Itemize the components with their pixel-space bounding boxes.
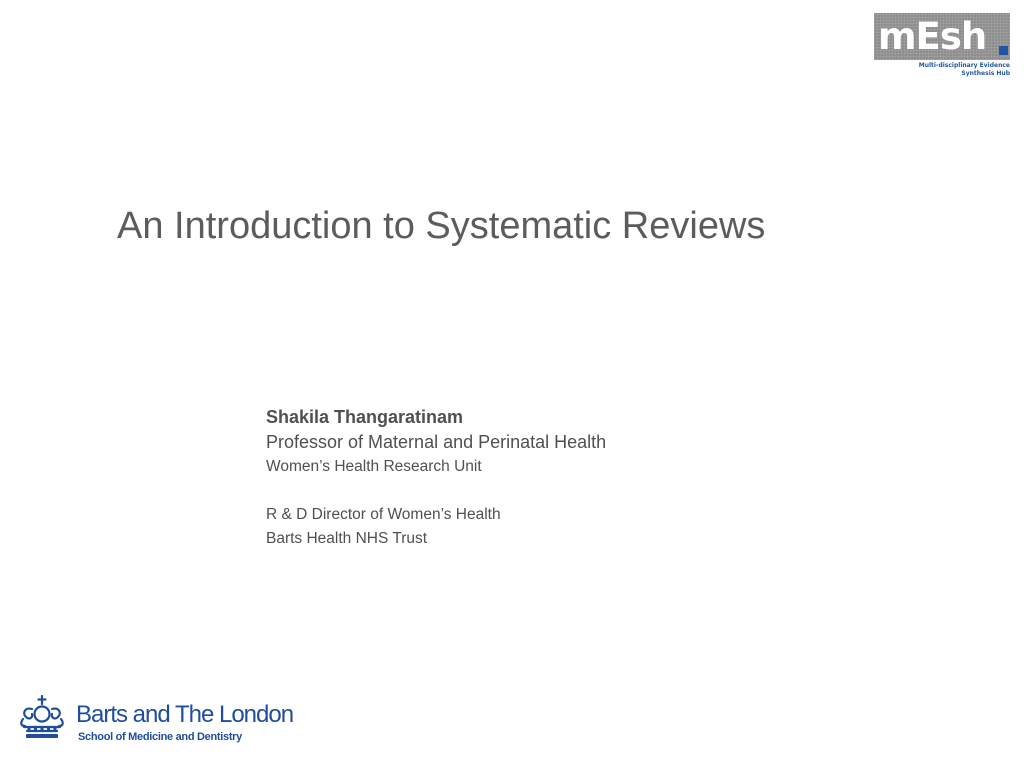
author-name: Shakila Thangaratinam bbox=[266, 407, 464, 427]
author-position: R & D Director of Women’s Health bbox=[266, 506, 501, 523]
slide-title: An Introduction to Systematic Reviews bbox=[117, 205, 766, 247]
mesh-tagline-line2: Synthesis Hub bbox=[961, 70, 1010, 77]
author-role: Professor of Maternal and Perinatal Health bbox=[266, 432, 607, 452]
author-block bbox=[266, 405, 606, 551]
mesh-tagline bbox=[874, 62, 1010, 78]
mesh-logo bbox=[874, 13, 1012, 81]
author-organisation: Barts Health NHS Trust bbox=[266, 530, 428, 547]
mesh-wordmark: mEsh bbox=[878, 15, 987, 58]
barts-logo-subtitle: School of Medicine and Dentistry bbox=[78, 731, 242, 743]
author-spacer bbox=[266, 479, 606, 503]
crown-crest-icon bbox=[18, 695, 66, 741]
mesh-accent-square bbox=[999, 46, 1008, 55]
author-unit: Women’s Health Research Unit bbox=[266, 458, 482, 475]
barts-logo-name: Barts and The London bbox=[76, 701, 294, 728]
barts-logo bbox=[18, 695, 318, 755]
mesh-tagline-line1: Multi-disciplinary Evidence bbox=[918, 62, 1010, 69]
